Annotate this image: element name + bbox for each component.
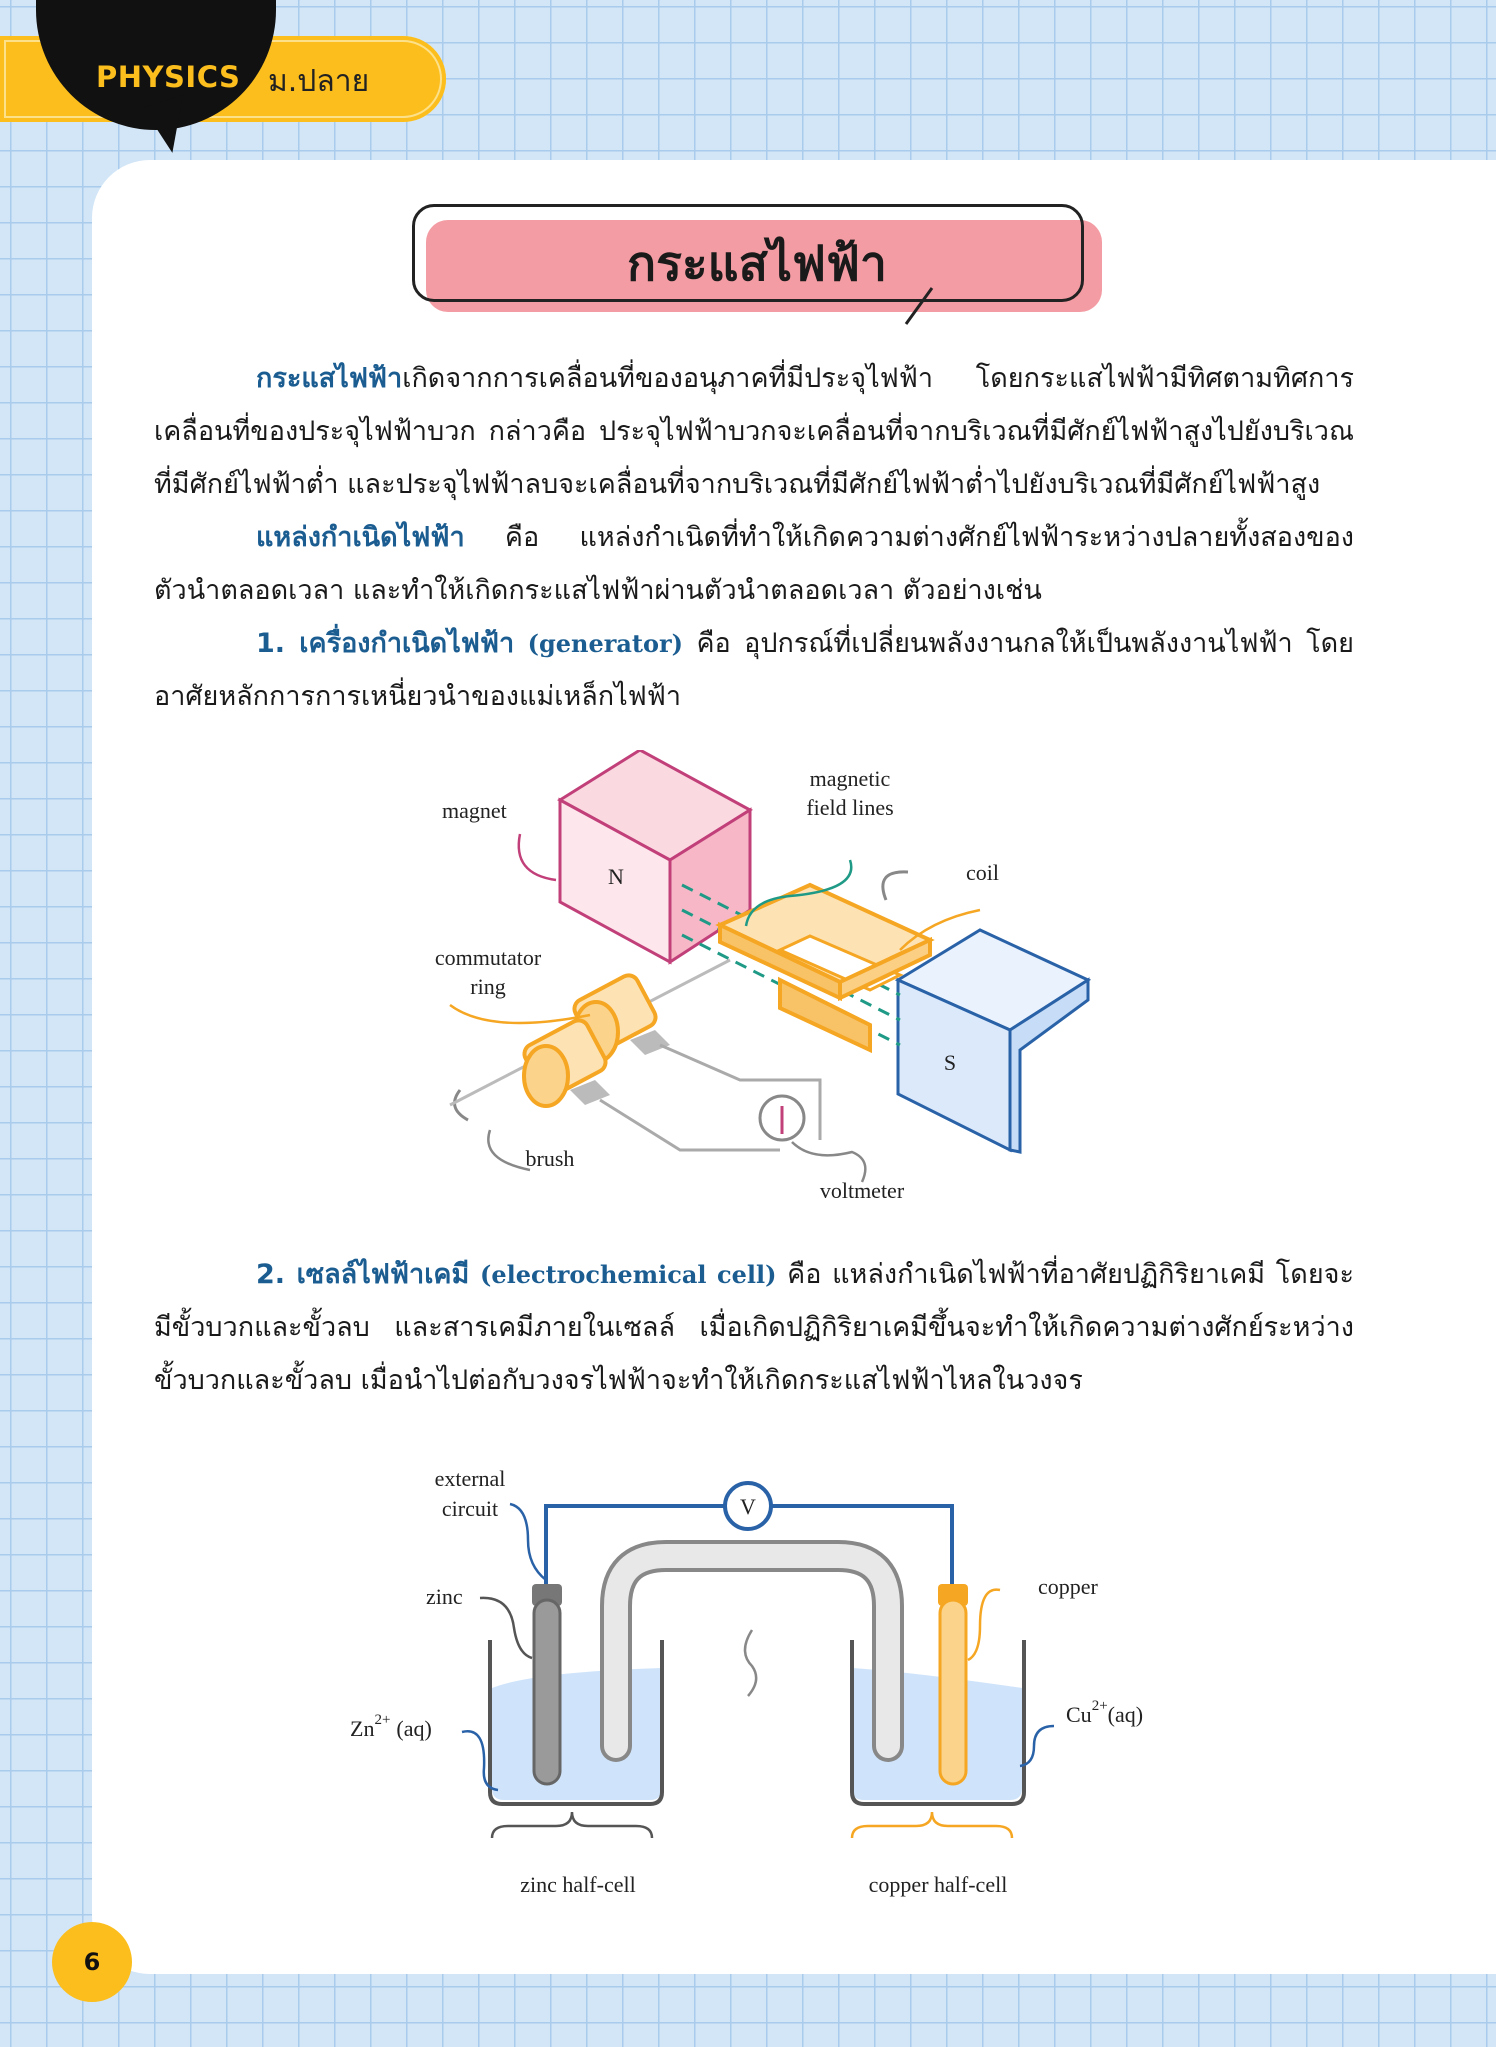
page-title-box xyxy=(412,202,1102,316)
page-title: กระแสไฟฟ้า xyxy=(627,236,887,292)
south-pole-label: S xyxy=(943,1050,957,1075)
north-pole-label: N xyxy=(608,864,624,889)
paragraph-source xyxy=(154,511,1354,617)
copper-electrode xyxy=(938,1584,968,1784)
coil-label: coil xyxy=(966,860,999,885)
paragraph-current xyxy=(154,352,1354,511)
rotation-arrow-icon xyxy=(455,1090,468,1120)
title-tick-mark xyxy=(902,280,962,330)
voltmeter-symbol: V xyxy=(740,1494,756,1519)
keyword-cell: 2. เซลล์ไฟฟ้าเคมี xyxy=(256,1259,470,1290)
subject-label: PHYSICS xyxy=(96,60,241,94)
keyword-generator: 1. เครื่องกำเนิดไฟฟ้า xyxy=(256,628,515,659)
keyword-generator-en: (generator) xyxy=(527,629,684,658)
brush-label: brush xyxy=(525,1146,575,1171)
electrochemical-cell-diagram xyxy=(340,1460,1180,1910)
page-number: 6 xyxy=(52,1922,132,2002)
copper-half-cell-label: copper half-cell xyxy=(868,1872,1008,1897)
field-lines-label-line1: magnetic xyxy=(809,766,891,791)
zinc-ion-label: $Zn^{2+}$ (aq) xyxy=(350,1712,432,1741)
paragraph-cell xyxy=(154,1248,1354,1407)
paragraph-source-text: คือ แหล่งกำเนิดที่ทำให้เกิดความต่างศักย์ไฟฟ้าระหว่างปลายทั้งสองของตัวนำตลอดเวลา และทำให้เกิดกระแสไฟฟ้าผ่านตัวนำตลอดเวลา ตัวอย่างเช่น xyxy=(154,522,1354,606)
keyword-current: กระแสไฟฟ้า xyxy=(256,363,403,394)
zinc-label: zinc xyxy=(426,1584,463,1609)
zinc-beaker xyxy=(490,1640,662,1804)
field-lines-label-line2: field lines xyxy=(806,795,894,820)
zinc-half-cell-label: zinc half-cell xyxy=(520,1872,636,1897)
external-circuit-label-line1: external xyxy=(434,1466,506,1491)
commutator-label-line2: ring xyxy=(470,974,506,999)
paragraph-generator-text: คือ อุปกรณ์ที่เปลี่ยนพลังงานกลให้เป็นพลังงานไฟฟ้า โดยอาศัยหลักการการเหนี่ยวนำของแม่เหล็กไฟฟ้า xyxy=(154,628,1354,712)
external-circuit-label-line2: circuit xyxy=(441,1496,499,1521)
keyword-source: แหล่งกำเนิดไฟฟ้า xyxy=(256,522,465,553)
magnet-label: magnet xyxy=(442,798,507,823)
commutator-label-line1: commutator xyxy=(434,945,542,970)
voltmeter-label: voltmeter xyxy=(819,1178,905,1203)
copper-ion-label: $Cu^{2+}(aq)$ xyxy=(1066,1698,1144,1727)
zinc-electrode xyxy=(532,1584,562,1784)
paragraph-generator xyxy=(154,617,1354,723)
rotation-arrow-icon xyxy=(883,872,908,900)
south-magnet xyxy=(898,930,1088,1152)
level-label: ม.ปลาย xyxy=(268,64,370,99)
paragraph-cell-text: คือ แหล่งกำเนิดไฟฟ้าที่อาศัยปฏิกิริยาเคมี โดยจะมีขั้วบวกและขั้วลบ และสารเคมีภายในเซลล์ เมื่อเกิดปฏิกิริยาเคมีขึ้นจะทำให้เกิดความต่างศักย์ระหว่างขั้วบวกและขั้วลบ เมื่อนำไปต่อกับวงจรไฟฟ้าจะทำให้เกิดกระแสไฟฟ้าไหลในวงจร xyxy=(154,1259,1354,1396)
generator-diagram xyxy=(420,750,1100,1210)
keyword-cell-en: (electrochemical cell) xyxy=(480,1260,777,1289)
paragraph-current-text: เกิดจากการเคลื่อนที่ของอนุภาคที่มีประจุไฟฟ้า โดยกระแสไฟฟ้ามีทิศตามทิศการเคลื่อนที่ของประจุไฟฟ้าบวก กล่าวคือ ประจุไฟฟ้าบวกจะเคลื่อนที่จากบริเวณที่มีศักย์ไฟฟ้าสูงไปยังบริเวณที่มีศักย์ไฟฟ้าต่ำ และประจุไฟฟ้าลบจะเคลื่อนที่จากบริเวณที่มีศักย์ไฟฟ้าต่ำไปยังบริเวณที่มีศักย์ไฟฟ้าสูง xyxy=(154,363,1354,500)
copper-label: copper xyxy=(1038,1574,1098,1599)
